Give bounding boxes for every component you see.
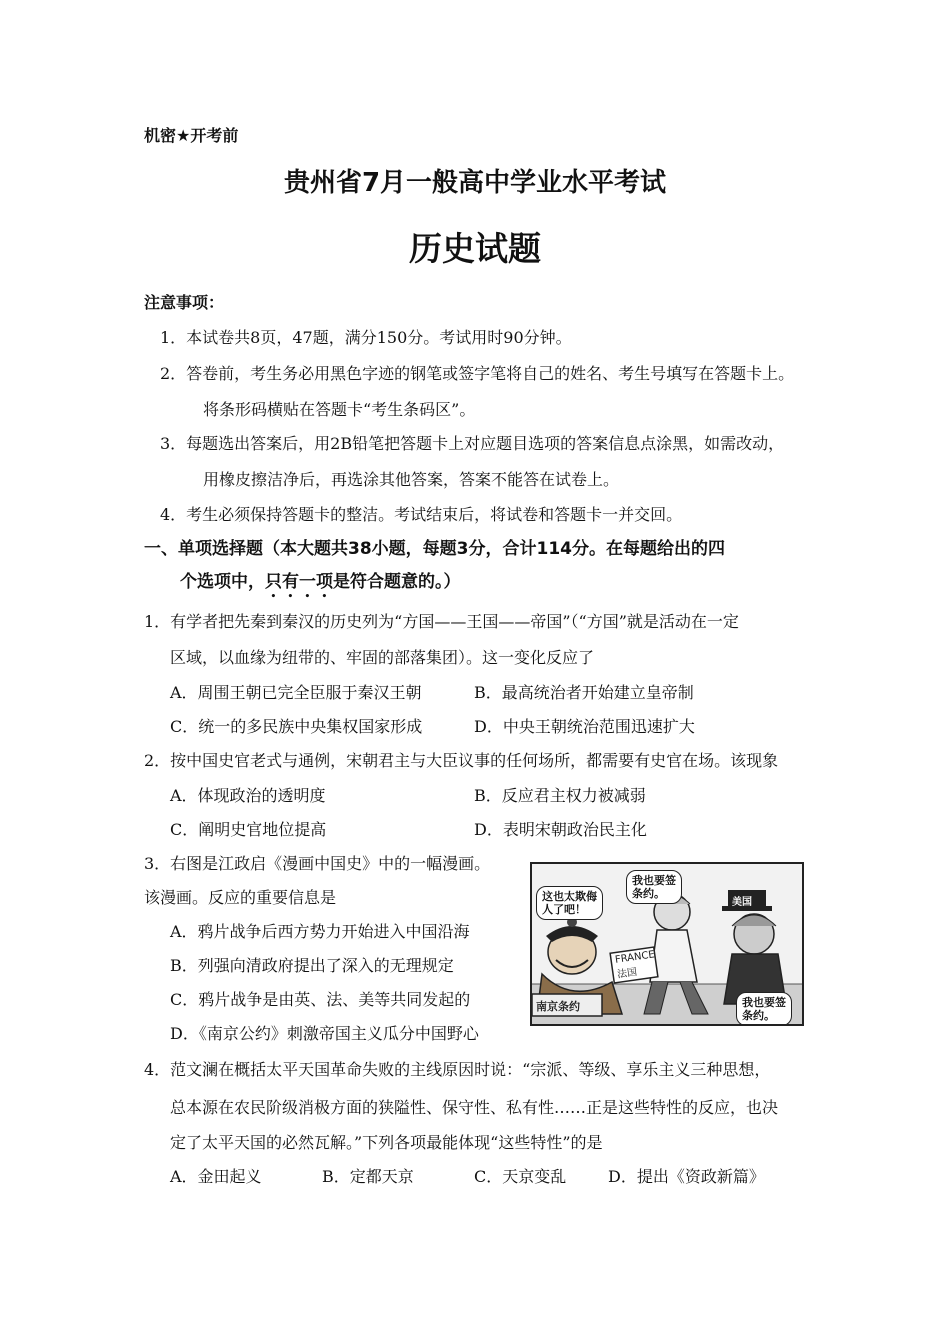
notice-item-1: 1．本试卷共8页，47题，满分150分。考试用时90分钟。: [160, 328, 572, 347]
q4-option-d[interactable]: D．提出《资政新篇》: [608, 1167, 765, 1186]
q3-stem-cont: 该漫画。反应的重要信息是: [144, 888, 337, 907]
subject-title: 历史试题: [409, 229, 541, 268]
q2-option-b[interactable]: B．反应君主权力被减弱: [474, 786, 646, 805]
q3-option-d[interactable]: D．《南京公约》刺激帝国主义瓜分中国野心: [170, 1024, 479, 1043]
hat-label: 美国: [732, 897, 752, 908]
q1-option-b[interactable]: B．最高统治者开始建立皇帝制: [474, 683, 694, 702]
section-heading-post: 是符合题意的。）: [333, 572, 461, 592]
q4-stem-cont-2: 定了太平天国的必然瓦解。”下列各项最能体现“这些特性”的是: [170, 1133, 603, 1152]
exam-title: 贵州省7月一般高中学业水平考试: [283, 168, 667, 198]
q1-option-d[interactable]: D．中央王朝统治范围迅速扩大: [474, 717, 695, 736]
section-heading-emphasis: 只有一项: [265, 572, 333, 592]
q2-option-d[interactable]: D．表明宋朝政治民主化: [474, 820, 647, 839]
notice-item-2: 2．答卷前，考生务必用黑色字迹的钢笔或签字笔将自己的姓名、考生号填写在答题卡上。: [160, 364, 795, 383]
q1-stem-cont: 区域，以血缘为纽带的、牢固的部落集团）。这一变化反应了: [170, 648, 595, 667]
scroll-label: 南京条约: [536, 1000, 580, 1013]
cartoon-illustration: [530, 862, 804, 1026]
q1-stem: 1．有学者把先秦到秦汉的历史列为“方国——王国——帝国”（“方国”就是活动在一定: [144, 612, 739, 631]
q4-stem: 4．范文澜在概括太平天国革命失败的主线原因时说：“宗派、等级、享乐主义三种思想，: [144, 1060, 771, 1079]
q3-option-b[interactable]: B．列强向清政府提出了深入的无理规定: [170, 956, 454, 975]
q4-stem-cont-1: 总本源在农民阶级消极方面的狭隘性、保守性、私有性……正是这些特性的反应，也决: [170, 1098, 779, 1117]
sign-label: FRANCE 法国: [614, 949, 656, 981]
notice-title: 注意事项：: [144, 293, 225, 312]
notice-item-3: 3．每题选出答案后，用2B铅笔把答题卡上对应题目选项的答案信息点涂黑，如需改动，: [160, 434, 785, 453]
q4-option-b[interactable]: B．定都天京: [322, 1167, 414, 1186]
q1-option-a[interactable]: A．周围王朝已完全臣服于秦汉王朝: [170, 683, 422, 702]
q4-option-a[interactable]: A．金田起义: [170, 1167, 262, 1186]
notice-item-2-cont: 将条形码横贴在答题卡“考生条码区”。: [203, 400, 476, 419]
notice-item-3-cont: 用橡皮擦洁净后，再选涂其他答案，答案不能答在试卷上。: [203, 470, 620, 489]
section-heading: 一、单项选择题（本大题共38小题，每题3分，合计114分。在每题给出的四: [144, 539, 725, 559]
q2-option-a[interactable]: A．体现政治的透明度: [170, 786, 326, 805]
section-heading-cont: [180, 572, 461, 602]
q3-option-a[interactable]: A．鸦片战争后西方势力开始进入中国沿海: [170, 922, 470, 941]
q1-option-c[interactable]: C．统一的多民族中央集权国家形成: [170, 717, 423, 736]
q3-option-c[interactable]: C．鸦片战争是由英、法、美等共同发起的: [170, 990, 471, 1009]
q2-stem: 2．按中国史官老式与通例，宋朝君主与大臣议事的任何场所，都需要有史官在场。该现象: [144, 751, 779, 770]
q4-option-c[interactable]: C．天京变乱: [474, 1167, 567, 1186]
confidential-label: 机密★开考前: [144, 126, 239, 145]
speech-bubble-bottom: 我也要签 条约。: [736, 992, 792, 1026]
q2-option-c[interactable]: C．阐明史官地位提高: [170, 820, 327, 839]
notice-item-4: 4．考生必须保持答题卡的整洁。考试结束后，将试卷和答题卡一并交回。: [160, 505, 683, 524]
section-heading-pre: 个选项中，: [180, 572, 265, 592]
q3-stem: 3．右图是江政启《漫画中国史》中的一幅漫画。: [144, 854, 491, 873]
speech-bubble-left: 这也太欺侮 人了吧！: [536, 886, 603, 920]
speech-bubble-top: 我也要签 条约。: [626, 870, 682, 904]
